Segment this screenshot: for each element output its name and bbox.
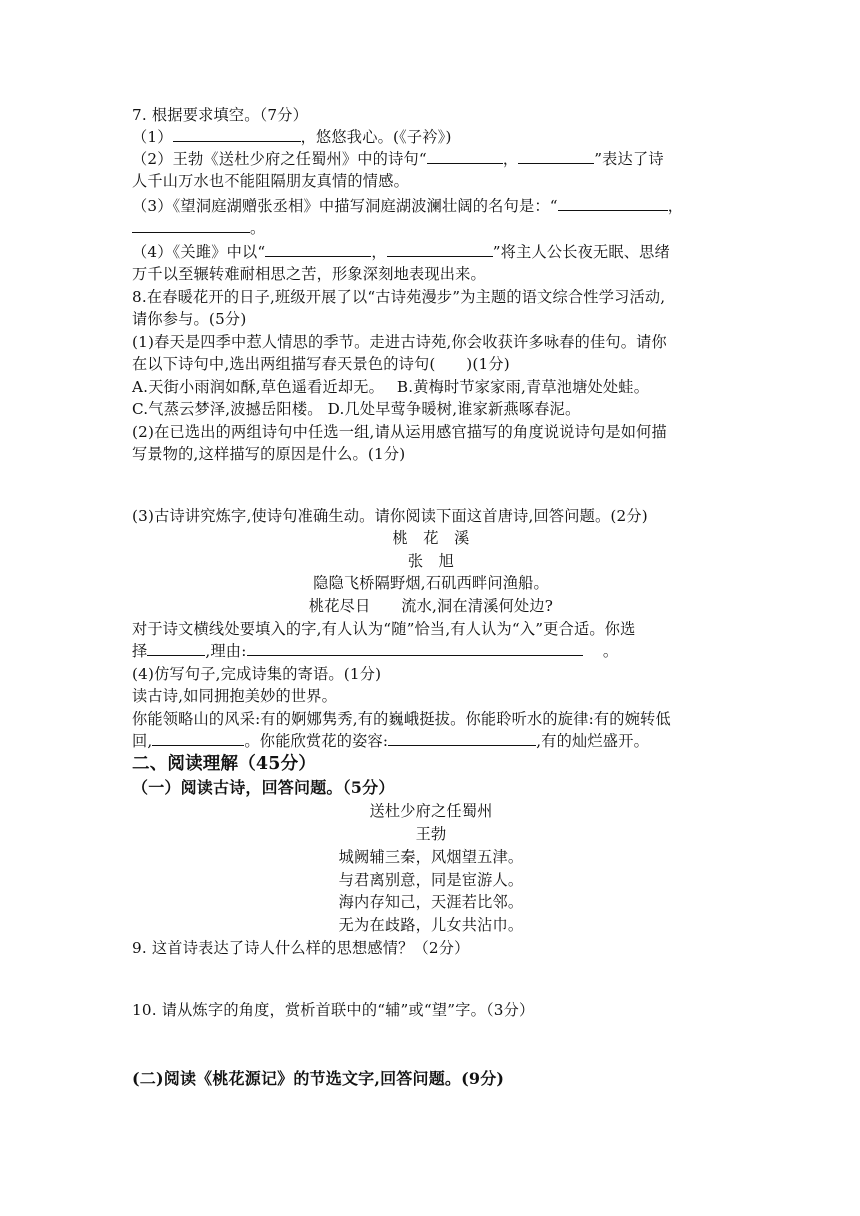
q8-p1-line2: 在以下诗句中,选出两组描写春天景色的诗句( )(1分): [132, 355, 510, 373]
q7-line3: 人千山万水也不能阻隔朋友真情的情感。: [132, 172, 409, 190]
q7-line4: （3）《望洞庭湖赠张丞相》中描写洞庭湖波澜壮阔的名句是：“ ，: [132, 197, 684, 215]
q8-p1-line1: (1)春天是四季中惹人情思的季节。走进古诗苑,你会收获许多咏春的佳句。请你: [132, 333, 667, 351]
answer-blank[interactable]: [173, 126, 301, 142]
q8-p2-line1: (2)在已选出的两组诗句中任选一组,请从运用感官描写的角度说说诗句是如何描: [132, 423, 667, 441]
poem-line1: 隐隐飞桥隔野烟,石矶西畔问渔船。: [313, 574, 549, 592]
answer-blank[interactable]: [247, 640, 583, 656]
q7-line6: （4）《关雎》中以“ ， ”将主人公长夜无眠、思绪: [132, 243, 670, 261]
answer-blank[interactable]: [147, 640, 205, 656]
q8-p4-line2: 读古诗,如同拥抱美妙的世界。: [132, 687, 338, 705]
q8-options-ab: A.天街小雨润如酥,草色遥看近却无。 B.黄梅时节家家雨,青草池塘处处蛙。: [132, 378, 650, 396]
poem2-line: 与君离别意，同是宦游人。: [338, 871, 524, 889]
q8-p4-line4: 回, 。你能欣赏花的姿容: ,有的灿烂盛开。: [132, 732, 649, 750]
q7-line7: 万千以至辗转难耐相思之苦，形象深刻地表现出来。: [132, 265, 486, 283]
q7-line2: （2）王勃《送杜少府之任蜀州》中的诗句“ ， ”表达了诗: [132, 150, 664, 168]
answer-blank[interactable]: [558, 195, 668, 211]
q10: 10. 请从炼字的角度，赏析首联中的“辅”或“望”字。（3分）: [132, 1001, 535, 1019]
answer-blank[interactable]: [152, 730, 244, 746]
poem-author: 张 旭: [407, 552, 455, 570]
q8-line2: 请你参与。(5分): [132, 310, 247, 328]
q7-line5: 。: [132, 217, 265, 239]
poem2-line: 城阙辅三秦，风烟望五津。: [338, 848, 524, 866]
answer-blank[interactable]: [427, 148, 503, 164]
poem2-line: 无为在歧路，儿女共沾巾。: [338, 916, 524, 934]
q7-title: 7. 根据要求填空。（7分）: [132, 106, 309, 124]
q9: 9. 这首诗表达了诗人什么样的思想感情？（2分）: [132, 939, 470, 957]
answer-blank[interactable]: [265, 241, 371, 257]
answer-blank[interactable]: [387, 241, 493, 257]
q8-p2-line2: 写景物的,这样描写的原因是什么。(1分): [132, 445, 406, 463]
part2-heading: (二)阅读《桃花源记》的节选文字,回答问题。(9分): [132, 1069, 505, 1088]
q7-line1: （1） ，悠悠我心。(《子衿》): [132, 128, 452, 146]
section-heading: 二、阅读理解（45分）: [132, 754, 317, 774]
part1-heading: （一）阅读古诗，回答问题。（5分）: [132, 778, 395, 797]
poem-line2: 桃花尽日 流水,洞在清溪何处边?: [308, 597, 554, 615]
poem-title: 桃 花 溪: [392, 529, 470, 547]
answer-blank[interactable]: [132, 217, 250, 233]
poem2-title: 送杜少府之任蜀州: [369, 802, 493, 820]
q8-p3-answer: 择 ,理由: 。: [132, 642, 619, 660]
answer-blank[interactable]: [388, 730, 536, 746]
q8-line1: 8.在春暖花开的日子,班级开展了以“古诗苑漫步”为主题的语文综合性学习活动,: [132, 288, 666, 306]
q8-p4-line1: (4)仿写句子,完成诗集的寄语。(1分): [132, 665, 382, 683]
poem2-author: 王勃: [415, 825, 447, 843]
answer-blank[interactable]: [518, 148, 594, 164]
q8-p3-line1: (3)古诗讲究炼字,使诗句准确生动。请你阅读下面这首唐诗,回答问题。(2分): [132, 507, 648, 525]
poem2-line: 海内存知己，天涯若比邻。: [338, 893, 524, 911]
q8-p4-line3: 你能领略山的风采:有的婀娜隽秀,有的巍峨挺拔。你能聆听水的旋律:有的婉转低: [132, 710, 671, 728]
q8-p3-question: 对于诗文横线处要填入的字,有人认为“随”恰当,有人认为“入”更合适。你选: [132, 620, 636, 638]
q8-options-cd: C.气蒸云梦泽,波撼岳阳楼。 D.几处早莺争暖树,谁家新燕啄春泥。: [132, 400, 581, 418]
